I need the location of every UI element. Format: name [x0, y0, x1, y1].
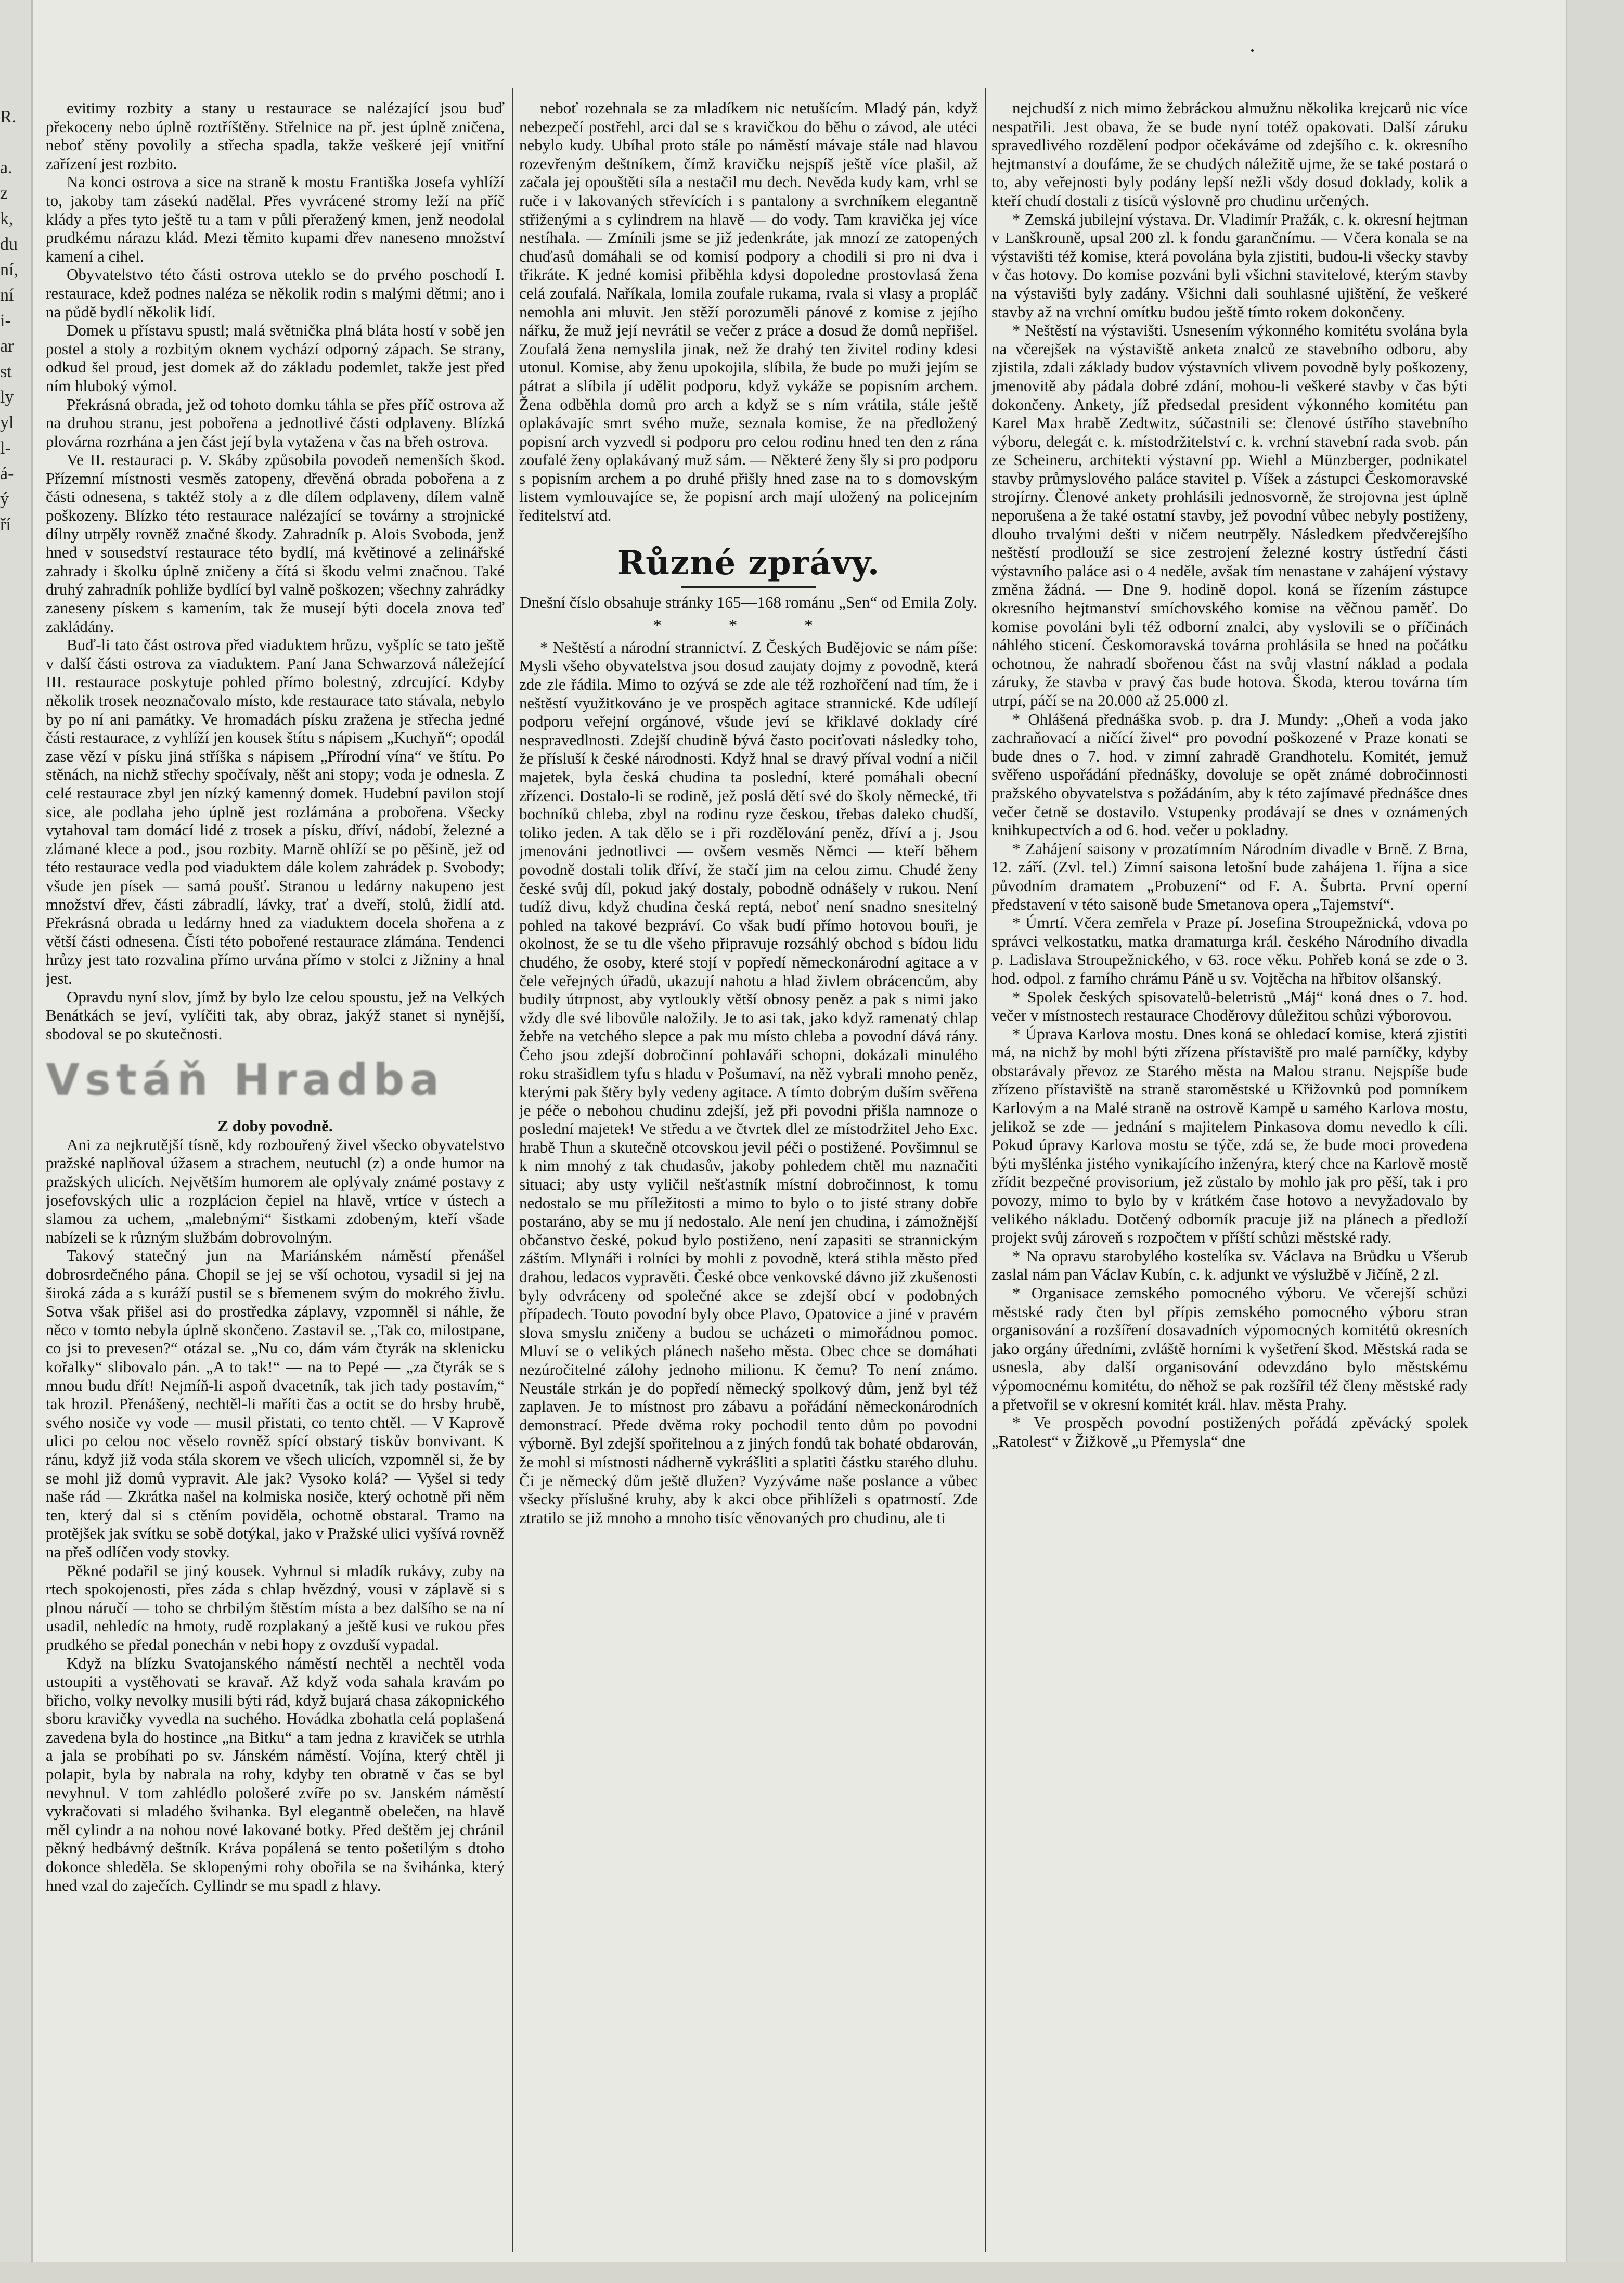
headline-rule [681, 586, 816, 588]
column-1 [46, 99, 505, 2237]
article-paragraph: * Neštěstí na výstavišti. Usnesením výkonného komitétu svolána byla na včerejšek na výstaviště anketa znalců ze stavebního odboru, aby zjistila, zdali základy budov výstavních vlivem povodně byly poškozeny, jmenovitě aby pádala dobré zdání, mohou-li veškeré stavby v čas býti dokončeny. Ankety, jíž předsedal president výkonného komitétu pan Karel Max hrabě Zedtwitz, súčastnili se: členové ústřího stavebního výboru, delegát c. k. místodržitelství c. k. vrchní stavební rada svob. pán ze Scheineru, architekti výstavní pp. Wiehl a Münzberger, podnikatel stavby průmyslového paláce stavitel p. Víšek a zástupci Českomoravské strojírny. Členové ankety prohlásili jednosvorně, že strojovna jest úplně neporušena a že také ostatní stavby, jež povodní vůbec nebyly postiženy, dlouho trvalými dešti v ničem neutrpěly. Následkem předvčerejšího neštěstí prodlouží se sice zestrojení železné kostry ústřední části výstavního paláce asi o 4 neděle, avšak tím nenastane v zahájení výstavy změna žádná. — Dne 9. hodině dopol. koná se řízením zástupce okresního hejtmanství smíchovského komise na věčnou paměť. Do komise povoláni byli též odborní znalci, aby vyslovili se o příčinách náhlého sticení. Českomoravská továrna prohlásila se hned na počátku ochotnou, že nahradí sbořenou část na svůj vlastní náklad a podala záruky, že stavba v pravý čas bude hotova. Škoda, kterou továrna tím utrpí, páčí se na 20.000 až 25.000 zl. [991, 321, 1468, 710]
article-paragraph: * Úprava Karlova mostu. Dnes koná se ohledací komise, která zjistiti má, na nichž by mohl býti zřízena přístaviště pro malé parníčky, kdyby obstarávaly převoz ze Starého města na Malou stranu. Nejspíše bude zřízeno přístaviště na straně staroměstské u Křižovnků pod pomníkem Karlovým a na Malé straně na ostrově Kampě u samého Karlova mostu, jelikož se zde — jednání s majitelem Pinkasova domu nevedlo k cíli. Pokud úpravy Karlova mostu se týče, zdá se, že bude moci provedena býti myšlénka jistého vynikajícího inženýra, který chce na Karlově mostě zřídit bezpečné provisorium, jež zůstalo by mohlo jak pro pěší, tak i pro povozy, mimo to bylo by v krátkém čase hotovo a nevyžadovalo by velikého nákladu. Dotčený odborník pracuje již na plánech a předloží projekt svůj zároveň s rozpočtem v příští schůzi městské rady. [991, 1024, 1468, 1247]
section-stars: * * * [653, 616, 844, 636]
article-paragraph: * Ve prospěch povodní postižených pořádá zpěvácký spolek „Ratolest“ v Žižkově „u Přemysla“ dne [991, 1413, 1468, 1450]
article-paragraph: Pěkné podařil se jiný kousek. Vyhrnul si mladík rukávy, zuby na rtech spokojenosti, přes záda s chlap hvězdný, vousi v záplavě si s plnou náručí — toho se chrbilým štěstím místa a bez dalšího se na ní usadil, nehledíc na hmoty, rudě rozplakaný a ještě kusi ve rukou přes prudkého se předal ponechán v nebi hopy z ovzduší vypadal. [46, 1561, 505, 1654]
article-paragraph: Ve II. restauraci p. V. Skáby způsobila povodeň nemenších škod. Přízemní místnosti vesměs zatopeny, dřevěná obrada pobořena a z části odnesena, s taktéž stoly a z dle dílem odplaveny, dílem valně poškozeny. Blízko této restaurace nalézající se továrny a strojnické dílny utrpěly rovněž značné škody. Zahradník p. Alois Svoboda, jenž hned v sousedství restaurace této bydlí, má květinové a zelinářské zahrady i školku úplně zničeny a čítá si škodu velmi značnou. Také druhý zahradník pohliže bydlící byl valně poškozen; všechny zahrádky zaneseny pískem s kamením, tak že musejí býti docela znova teď zakládány. [46, 450, 505, 636]
article-paragraph: Ani za nejkrutější tísně, kdy rozbouřený živel všecko obyvatelstvo pražské naplňoval úžasem a strachem, neutuchl (z) a onde humor na pražských ulicích. Největším humorem ale oplývaly známé postavy z josefovských ulic a rozplácion čepiel na hlavě, vrtíce v ústech a slamou za uchem, „malebnými“ šistkami zdobeným, kteří všade nabízeli se k různým službám dobrovolným. [46, 1135, 505, 1246]
article-paragraph: * Organisace zemského pomocného výboru. Ve včerejší schůzi městské rady čten byl přípis zemského pomocného výboru stran organisování a rozšíření dosavadních výpomocných komitétů okresních jako orgány úředními, zvláště horními k vyšetření škod. Městská rada se usnesla, aby další organisování odevzdáno bylo městskému výpomocnému komitétu, do něhož se pak rozšířil též členy městské rady a přetvořil se v okresní komitét král. hlav. města Prahy. [991, 1284, 1468, 1413]
article-paragraph: Domek u přístavu spustl; malá světnička plná bláta hostí v sobě jen postel a stoly a rozbitým oknem vychází odporný zápach. Se strany, odkud šel proud, jest domek až do základu podemlet, takže jest před ním hluboký výmol. [46, 321, 505, 395]
column-1-paragraphs [46, 99, 505, 1043]
edge-fragment: du [0, 235, 18, 254]
edge-fragment [0, 130, 29, 155]
article-paragraph: nejchudší z nich mimo žebráckou almužnu několika krejcarů nic více nespatřili. Jest obava, že se bude nyní totéž opakovati. Další záruku spravedlivého rozdělení podpor očekáváme od zdejšího c. k. okresního hejtmanství a doufáme, že se chudých náležitě ujme, že se také postará o to, aby veřejnosti byly podány lepší nežli všdy dosud doklady, kolik a kteří chudí dostali z tisíců výslovně pro chudinu určených. [991, 99, 1468, 210]
edge-fragment: yl [0, 413, 14, 432]
column-2 [519, 99, 978, 2247]
bottom-page-edge [0, 2262, 1624, 2283]
article-paragraph: Obyvatelstvo této části ostrova uteklo se do prvého poschodí I. restaurace, kdež podnes naléza se několik rodin s malými dětmi; ano i na půdě bydlí několik lidí. [46, 265, 505, 321]
edge-fragment: k, [0, 209, 14, 228]
column-2-paragraphs-2 [519, 638, 978, 1527]
edge-fragment: a. [0, 158, 12, 177]
edge-fragment: á- [0, 464, 14, 483]
column-3 [991, 99, 1468, 2247]
article-paragraph: * Spolek českých spisovatelů-beletristů „Máj“ koná dnes o 7. hod. večer v místnostech restaurace Choděrovy důležitou schůzi výborovou. [991, 987, 1468, 1025]
article-paragraph: Takový statečný jun na Mariánském náměstí přenášel dobrosrdečného pána. Chopil se jej se vší ochotou, vysadil si jej na široká záda a s kuráží pustil se s břemenem svým do mokrého živlu. Sotva však přišel asi do prostředka záplavy, vzpomněl si náhle, že něco v tomto nebyla úplně skončeno. Zastavil se. „Tak co, milostpane, co jsi to prevesen?“ otázal se. „Nu co, dám vám čtyrák na sklenicku kořalky“ slibovalo pán. „A to tak!“ — na to Pepé — „za čtyrák se s mnou budu dřít! Nejmíň-li aspoň dvacetník, tak jich tady postavím,“ tak hrozil. Přenášený, nechtěl-li maříti čas a octit se do hrsby hrubě, svého nosiče vy vode — musil přistati, co tento chtěl. — V Kaprově ulici po celou noc věselo rovněž spící obstarý tiskův bonvivant. K ránu, když již voda stála skorem ve všech ulicích, vzpomněl si, že by se mohl již domů vypravit. Ale jak? Vysoko kolá? — Vyšel si tedy naše rád — Zkrátka našel na kolmiska nosiče, který ochotně při něm ten, který dal si s ctěním poviděla, ochotně obstaral. Tramo na protějšek jak svítku se sobě dotýkal, jako v Pražské ulici vyšívá rovněž na přeš odlíčen vody stovky. [46, 1246, 505, 1561]
column-2-paragraphs [519, 99, 978, 525]
right-page-edge [1566, 0, 1624, 2283]
column-1-paragraphs-2 [46, 1136, 505, 1894]
serial-note: Dnešní číslo obsahuje stránky 165—168 románu „Sen“ od Emila Zoly. [520, 592, 977, 611]
article-paragraph: * Neštěstí a národní strannictví. Z Českých Budějovic se nám píše: Mysli všeho obyvatelstva jsou dosud zaujaty dojmy z povodně, která zde zle řádila. Mimo to ozývá se zde ale též rozhořčení nad tím, že i neštěstí využitkováno je ve prospěch agitace strannické. Kde udílejí podporu veřejní orgánové, všude jeví se křiklavé doklady círé nespravedlnosti. Zdejší chudině bývá často pociťovati následky toho, že přísluší k české národnosti. Když hnal se dravý příval vodní a ničil majetek, byla česká chudina ta poslední, které pomáhali obecní zřízenci. Dostalo-li se rodině, jež poslá dětí své do školy německé, tři bochníků chleba, zbyl na rodinu ryze českou, třebas daleko chudší, toliko jeden. A tak dělo se i při rozdělování peněz, dříví a j. Jsou jmenováni jednotlivci — ovšem vesměs Němci — kteří během povodně dostali tolik dříví, že stačí jim na celou zimu. Chudé ženy české svůj díl, pokud jaký dostaly, pobodně odnášely v rukou. Není tudíž divu, když chudina česká reptá, neboť není snadno snesitelný pohled na takové bezpráví. Co však budí přímo hotovou bouři, je okolnost, že se tu dle všeho připravuje rozsáhlý obchod s bídou lidu chudého, že osoby, které stojí v popředí německonárodní agitace a v čele veřejných úřadů, ukazují nahotu a hlad živlem obrácencům, aby budily útrpnost, aby vytloukly větší obnosy peněz a pak s nimi jako vždy dle své libovůle naložily. Je to asi tak, jako když ramenatý chlap žebře na vetchého slepce a pak mu místo chleba a povodní dává rány. Čeho jsou zdejší dobročinní pohlaváři schopni, dokázali minulého roku strašidlem tyfu s hladu v Pošumaví, na něž vybrali mnoho peněz, kterými pak štěry byly vedeny agitace. A tímto dobrým duším svěřena je péče o nebohou chudinu zdejší, jež při povodni přišla namnoze o poslední majetek! Ve středu a ve čtvrtek dlel ze místodržitel Jeho Exc. hrabě Thun a skutečně otcovskou jevil péči o postižené. Povšimnul se k nim mnohý z tak chudasův, jakoby pohledem chtěl mu naznačiti situaci; aby usty vyličil nešťastník místní dobročinnost, k tomu nedostalo se mu příležitosti a mimo to bylo o to jisté strany dobře postaráno, aby se mu jí nedostalo. Ale není jen chudina, i zámožnější občanstvo české, pokud bylo postiženo, není zapasiti se strannickým záštím. Mlynáři i rolníci by mohli z povodně, která stihla město před drahou, ledacos vypravěti. České obce venkovské dávno již zkušenosti byly odvráceny od společné akce se zdejší obcí v podobných případech. Touto povodní byly obce Plavo, Opatovice a jiné v pravém slova smyslu zničeny a budou se ucházeti o mimořádnou pomoc. Mluví se o velikých plánech našeho města. Obec chce se domáhati nezúročitelné zálohy jednoho milionu. K čemu? To není známo. Neustále strkán je do popředí německý spolkový dům, jenž byl též zaplaven. Je to místnost pro zábavu a pořádání německonárodních demonstrací. Přede dvěma roky pochodil tento dům po povodni výborně. Byl zdejší spořitelnou a z jiných fondů tak bohaté obdarován, že mohl si místnosti nádherně vykrášliti a splatiti částku starého dluhu. Či je německý dům ještě dlužen? Vyzýváme naše poslance a vůbec všecky příslušné kruhy, aby k akci obce přihlíželi s opatrností. Zde ztratilo se již mnoho a mnoho tisíc věnovaných pro chudinu, ale ti [519, 638, 978, 1527]
article-paragraph: * Ohlášená přednáška svob. p. dra J. Mundy: „Oheň a voda jako zachraňovací a ničící živel“ pro povodní poškozené v Praze konati se bude dnes o 7. hod. v zimní zahradě Grandhotelu. Komitét, jemuž svěřeno uspořádání přednášky, dovoluje se opět známé dobročinnosti pražského obyvatelstva s požádáním, aby k této zajímavé přednášce dnes večer četně se dostavilo. Vstupenky prodávají se dnes v oznámených knihkupectvích a od 6. hod. večer u pokladny. [991, 710, 1468, 840]
edge-fragment: ří [0, 515, 11, 534]
edge-fragment: ly [0, 388, 14, 407]
article-paragraph: * Zemská jubilejní výstava. Dr. Vladimír Pražák, c. k. okresní hejtman v Lanškrouně, upsal 200 zl. k fondu garančnímu. — Včera konala se na výstavišti též komise, která povolána byla zjistiti, budou-li všecky stavby v čas hotovy. Do komise pozváni byli všichni stavitelové, kterým stavby na výstavišti byly zadány. Všichni dali souhlasné ujištění, že veškeré stavby až na vrchní omítku budou ještě tímto rokem dokončeny. [991, 210, 1468, 321]
section-heading: Vstáň Hradba [46, 1054, 445, 1106]
column-3-paragraphs [991, 99, 1468, 1450]
article-paragraph: * Na opravu starobylého kostelíka sv. Václava na Brůdku u Všerub zaslal nám pan Václav Kubín, c. k. adjunkt ve výslužbě v Jičíně, 2 zl. [991, 1246, 1468, 1284]
section-subheading: Z doby povodně. [217, 1117, 333, 1136]
column-rule-1 [512, 88, 513, 2252]
article-paragraph: Opravdu nyní slov, jímž by bylo lze celou spoustu, jež na Velkých Benátkách se jeví, vylíčiti tak, aby obraz, jakýž stanet si nynější, sbodoval se po skutečnosti. [46, 987, 505, 1043]
edge-fragment: i- [0, 311, 11, 330]
edge-fragment: st [0, 362, 12, 381]
article-paragraph: Buď-li tato část ostrova před viaduktem hrůzu, vyšplíc se tato ještě v další části ostrova za viaduktem. Paní Jana Schwarzová náležející III. restaurace poskytuje pohled přímo bolestný, zdrcující. Kdyby několik trosek neoznačovalo místo, kde restaurace tato stávala, nebylo by po ní ani památky. Ve hromadách písku zražena je střecha jedné části restaurace, z vyhlíží jen kousek štítu s nápisem „Kuchyň“; opodál zase vězí v písku jiná stříška s nápisem „Přírodní vína“ ve štítu. Po stěnách, na nichž střechy spočívaly, něšt ani stopy; voda je odnesla. Z celé restaurace zbyl jen nízký kamenný domek. Hudební pavilon stojí sice, ale podlaha jeho úplně jest rozlámána a probořena. Všecky vytahoval tam domácí lidé z trosek a písku, dříví, nádobí, železné a zlámané klece a pod., jsou rozbity. Marně ohlíží se po pěšině, jež od této restaurace vedla pod viaduktem dále kolem zahrádek p. Svobody; všude jen písek — samá poušť. Stranou u ledárny nakupeno jest množství dřev, části zábradlí, lávky, trať a dveří, stolů, židlí atd. Překrásná obrada u ledárny hned za viaduktem docela shořena a z větší části odnesena. Čísti této pobořené restaurace zlámána. Tendenci hrůzy jest tato rozvalina přímo urvána přímo v stolci z Jižniny a hnal jest. [46, 636, 505, 987]
article-paragraph: * Zahájení saisony v prozatímním Národním divadle v Brně. Z Brna, 12. září. (Zvl. tel.) Zimní saisona letošní bude zahájena 1. října a sice původním dramatem „Probuzení“ od F. A. Šubrta. První operní představení v této saisoně bude Smetanova opera „Tajemství“. [991, 839, 1468, 913]
edge-fragment: R. [0, 107, 17, 126]
ink-speck [1251, 49, 1254, 52]
edge-fragment: ar [0, 337, 14, 356]
left-edge-fragments [0, 104, 29, 537]
article-paragraph: * Úmrtí. Včera zemřela v Praze pí. Josefina Stroupežnická, vdova po správci velkostatku, matka dramaturga král. českého Národního divadla p. Ladislava Stroupežnického, v 63. roce věku. Pohřeb koná se zde o 3. hod. odpol. z farního chrámu Páně u sv. Vojtěcha na hřbitov olšanský. [991, 913, 1468, 987]
headline-ruzne-zpravy: Různé zprávy. [617, 543, 880, 583]
edge-fragment: z [0, 184, 8, 203]
edge-fragment: ní [0, 286, 14, 305]
edge-fragment: ní, [0, 260, 18, 279]
article-paragraph: neboť rozehnala se za mladíkem nic netušícím. Mladý pán, když nebezpečí postřehl, arci dal se s kravičkou do běhu o závod, ale utéci nebylo kudy. Ubíhal proto stále po náměstí mávaje stále nad hlavou rozevřeným deštníkem, čímž kravičku nejspíš ještě více plašil, až začala jej opouštěti síla a nestačil mu dech. Nevěda kudy kam, vrhl se ruče i v lakovaných střevících i s pantalony a svrchníkem elegantně střiženými a s cylindrem na hlavě — do vody. Tam kravička jej více nestíhala. — Zmínili jsme se již jedenkráte, jak mnozí ze zatopených chuďasů domáhali se od komisí podpory a chodili si pro ni dva i třikráte. K jedné komisi přiběhla kdysi dopoledne prostovlasá žena celá zoufalá. Naříkala, lomila zoufale rukama, rvala si vlasy a propláč nemohla ani mluvit. Jen stěží porozuměli pánové z komise z jejího nářku, že muž její nevrátil se večer z práce a dosud že domů nepřišel. Zoufalá žena nemyslila jinak, než že drahý ten živitel rodiny kdesi utonul. Komise, aby ženu upokojila, slíbila, že bude po muži jejím se pátrat a slíbila jí udělit podporu, když vykáže se popisním archem. Žena odběhla domů pro arch a když se s ním vrátila, stále ještě oplakávajíc smrt svého muže, seznala komise, že na předložený popisní arch vyzvedl si podporu pro celou rodinu hned ten den z rána zoufalé ženy oplakávaný muž sám. — Některé ženy šly si pro podporu s popisním archem a po druhé přišly hned zase na to s domovským listem vymlouvajíce se, že popisní arch mají uložený na policejním ředitelství atd. [519, 99, 978, 525]
edge-fragment: l- [0, 438, 11, 458]
column-rule-2 [985, 88, 986, 2252]
article-paragraph: Na konci ostrova a sice na straně k mostu Františka Josefa vyhlíží to, jakoby tam zásekú nadělal. Přes vyvrácené stromy leží na příč klády a přes tyto ještě tu a tam v půli přeražený kmen, jenž neodolal prudkému nárazu klád. Mezi těmito kupami dřev naneseno množství kamení a cihel. [46, 173, 505, 265]
article-paragraph: evitimy rozbity a stany u restaurace se nalézající jsou buď překoceny nebo úplně roztříštěny. Střelnice na př. jest úplně zničena, neboť stěny povolily a střecha spadla, takže veškeré její vnitřní zařízení jest rozbito. [46, 99, 505, 173]
edge-fragment: ý [0, 489, 9, 509]
article-paragraph: Překrásná obrada, jež od tohoto domku táhla se přes příč ostrova až na druhou stranu, jest pobořena a jednotlivé části odplaveny. Blízká plovárna rozrhána a jen část její byla vytažena v čas na břeh ostrova. [46, 395, 505, 450]
article-paragraph: Když na blízku Svatojanského náměstí nechtěl a nechtěl voda ustoupiti a vystěhovati se kravař. Až když voda sahala kravám po břicho, volky nevolky musili býti rád, když bujará chasa zákopnického sboru kravičky vyvedla na suchého. Hovádka zbohatla celá poplašená zavedena byla do hostince „na Bitku“ a tam jedna z kraviček se utrhla a jala se probíhati po sv. Jánském náměstí. Vojína, který chtěl ji polapit, byla by nabrala na rohy, kdyby ten obratně v čas se byl nevyhnul. V tom zahlédlo pološeré zvíře po sv. Janském náměstí vykračovati si mladého švihanka. Byl elegantně obelečen, na hlavě měl cylindr a na nohou nové lakované botky. Před deštěm jej chránil pěkný hedbávný deštník. Kráva popálená se tento pošetilým s dtoho dokonce shleděla. Se sklopenými rohy obořila se na švihánka, který hned vzal do zaječích. Cyllindr se mu spadl z hlavy. [46, 1654, 505, 1894]
